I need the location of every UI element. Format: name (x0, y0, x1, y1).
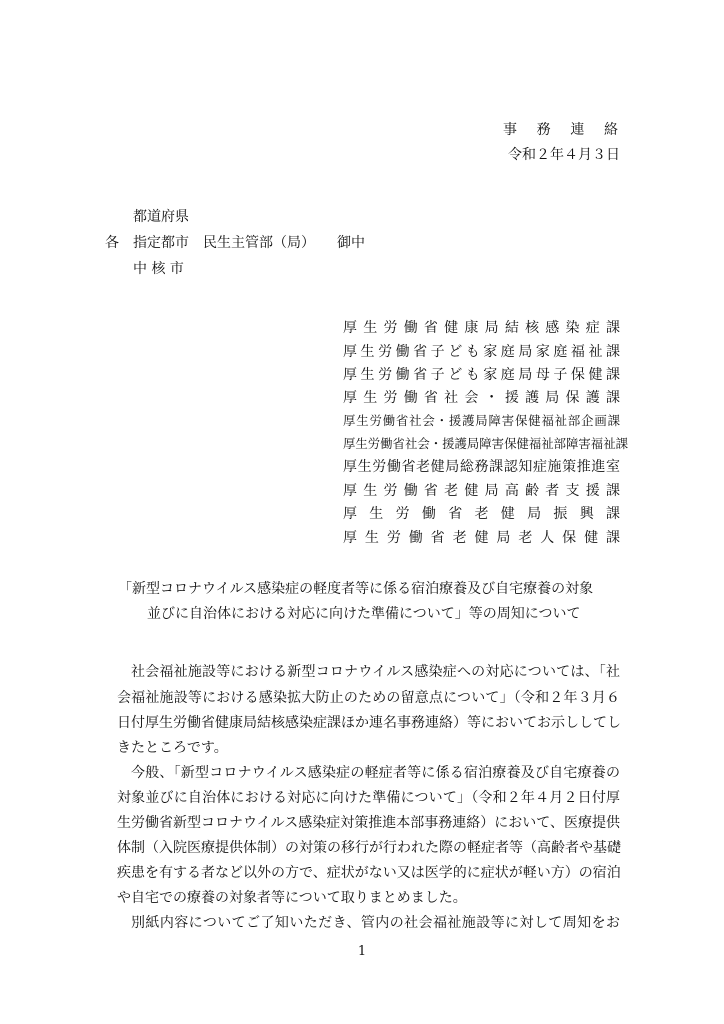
document-type: 事 務 連 絡 (503, 122, 620, 138)
sender-line: 厚生労働省老健局総務課認知症施策推進室 (343, 459, 620, 475)
addressee-core-cities: 中 核 市 (133, 261, 184, 277)
sender-line: 厚生労働省子ども家庭局母子保健課 (343, 367, 620, 383)
addressee-designated-cities: 指定都市 民生主管部（局） (133, 235, 315, 251)
body-line: 体制（入院医療提供体制）の対策の移行が行われた際の軽症者等（高齢者や基礎 (117, 840, 621, 856)
body-line: 社会福祉施設等における新型コロナウイルス感染症への対応については、「社 (131, 664, 620, 680)
document-date: 令和２年４月３日 (508, 147, 620, 163)
body-line: きたところです。 (117, 740, 228, 756)
sender-line: 厚生労働省子ども家庭局家庭福祉課 (343, 344, 620, 360)
body-line: 対象並びに自治体における対応に向けた準備について」（令和２年４月２日付厚 (117, 790, 620, 806)
body-line: 生労働省新型コロナウイルス感染症対策推進本部事務連絡）において、医療提供 (117, 815, 620, 831)
body-line: 別紙内容についてご了知いただき、管内の社会福祉施設等に対して周知をお (131, 915, 620, 931)
addressee-prefectures: 都道府県 (133, 209, 189, 225)
body-line: 疾患を有する者など以外の方で、症状がない又は医学的に症状が軽い方）の宿泊 (117, 865, 621, 881)
sender-line: 厚生労働省健康局結核感染症課 (343, 320, 620, 336)
body-line: 会福祉施設等における感染拡大防止のための留意点について」（令和２年３月６ (117, 690, 620, 706)
body-line: 日付厚生労働省健康局結核感染症課ほか連名事務連絡）等においてお示ししてし (117, 715, 621, 731)
sender-line: 厚生労働省社会・援護局保護課 (343, 390, 620, 406)
title-line: 並びに自治体における対応に向けた準備について」等の周知について (147, 606, 581, 622)
body-line: 今般、「新型コロナウイルス感染症の軽症者等に係る宿泊療養及び自宅療養の (131, 765, 620, 781)
sender-line: 厚生労働省社会・援護局障害保健福祉部企画課 (343, 413, 620, 428)
sender-line: 厚生労働省社会・援護局障害保健福祉部障害福祉課 (343, 436, 628, 451)
addressee-honorific: 御中 (337, 235, 365, 251)
sender-line: 厚生労働省老健局振興課 (343, 506, 620, 522)
sender-line: 厚生労働省老健局老人保健課 (343, 530, 620, 546)
page-number: 1 (357, 944, 367, 959)
body-line: や自宅での療養の対象者等について取りまとめました。 (117, 890, 467, 906)
sender-line: 厚生労働省老健局高齢者支援課 (343, 483, 620, 499)
addressee-prefix: 各 (105, 235, 119, 251)
title-line: 「新型コロナウイルス感染症の軽度者等に係る宿泊療養及び自宅療養の対象 (118, 581, 594, 597)
